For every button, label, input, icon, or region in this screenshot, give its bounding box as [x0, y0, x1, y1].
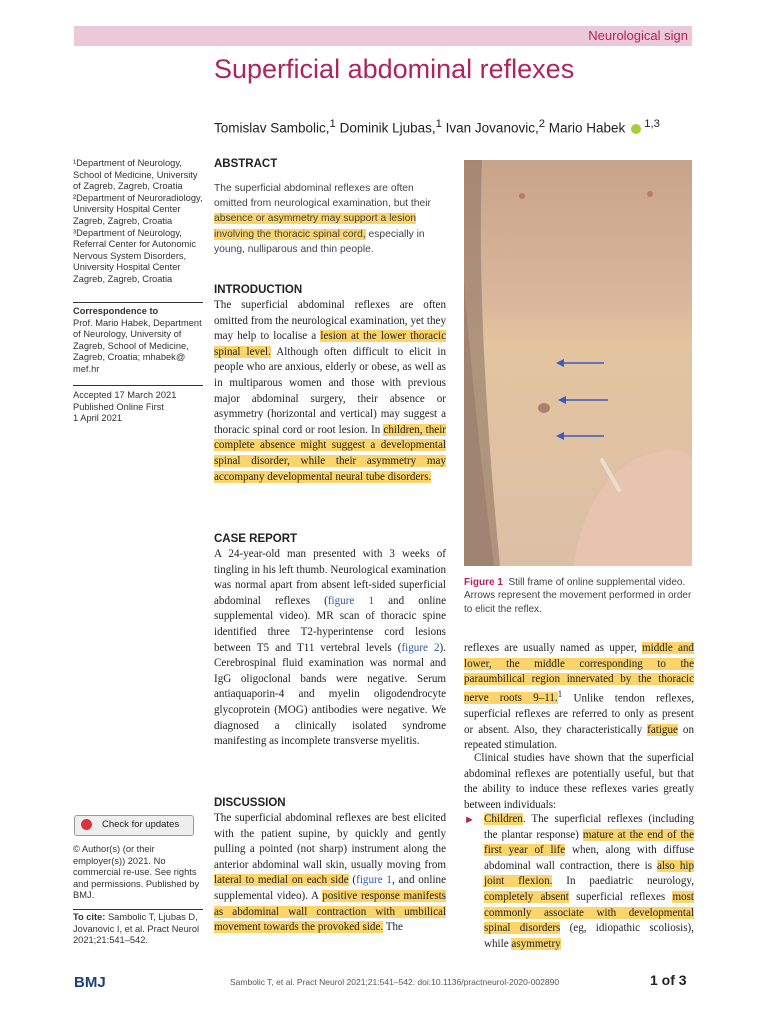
page-number: 1 of 3 [650, 972, 687, 988]
caption-text: Still frame of online supplemental video. Arrows represent the movement performed in order to elicit the reflex. [464, 577, 692, 615]
reference-sup[interactable]: 1 [557, 689, 563, 700]
author-affil-sup: 1 [435, 118, 442, 130]
body-text: In paediatric neurology, [552, 875, 695, 888]
author-affil-sup: 1,3 [644, 118, 660, 130]
right-column-paragraph: Clinical studies have shown that the superficial abdominal reflexes are potentially useful, but that the ability to induce these reflexes varies greatly between individuals: [464, 752, 694, 811]
body-text: A 24-year-old man presented with 3 weeks of tingling in his left thumb. Neurological examination was normal apart from absent left-sided superficial abdominal reflexes ( [214, 548, 446, 607]
highlighted-text: lateral to medial on each side [214, 874, 349, 887]
case-report-text [214, 547, 446, 750]
copyright-notice: © Author(s) (or their employer(s)) 2021. No commercial re-use. See rights and permissions. Published by BMJ. [73, 844, 200, 901]
highlighted-text: absence or asymmetry may support a lesion involving the thoracic spinal cord, [214, 213, 417, 240]
cite-text: Sambolic T, Ljubas D, Jovanovic I, et al. Pract Neurol 2021;21:541–542. [73, 912, 200, 946]
body-text: ). Cerebrospinal fluid examination was normal and IgG oligoclonal bands were negative. Serum antiaquaporin-4 and myelin oligodendrocyte glycoprotein (MOG) antibodies were negative. We diagnosed a clinically isolated syndrome manifesting as incomplete transverse myelitis. [214, 641, 446, 748]
body-text: when, along with diffuse abdominal wall contraction, there is [484, 844, 694, 872]
body-text: The [383, 921, 403, 934]
bmj-logo: BMJ [74, 974, 106, 991]
section-label: Neurological sign [588, 28, 688, 43]
body-text: superficial reflexes [568, 890, 673, 903]
check-updates-label: Check for updates [102, 819, 180, 830]
bookmark-icon [81, 819, 92, 830]
figure-1-photo [464, 160, 692, 566]
check-for-updates-button[interactable] [74, 815, 194, 836]
author-affil-sup: 1 [329, 118, 336, 130]
article-title: Superficial abdominal reflexes [214, 54, 575, 84]
figure-link[interactable]: figure 1 [356, 874, 392, 887]
body-text: Unlike tendon reflexes, superficial reflexes are referred to only as present or absent. Also, they characteristically [464, 692, 695, 736]
highlighted-text: Children [484, 813, 523, 825]
body-text: The superficial abdominal reflexes are often omitted from the neurological examination, yet they may help to localise a [214, 299, 446, 343]
affiliation: ³Department of Neurology, Referral Center for Autonomic Nervous System Disorders, University Hospital Center Zagreb, Zagreb, Croatia [73, 227, 196, 284]
cite-label: To cite: [73, 912, 106, 922]
bullet-marker [464, 813, 478, 829]
highlighted-text: completely absent [484, 890, 569, 903]
abdomen-photo-illustration [464, 160, 692, 566]
discussion-text [214, 811, 446, 936]
highlighted-text: also hip joint flexion. [484, 859, 694, 888]
highlighted-text: most commonly associate with developmental spinal disorders [484, 890, 695, 935]
introduction-heading: INTRODUCTION [214, 284, 303, 296]
published-online: Published Online First [73, 401, 164, 412]
divider [73, 302, 203, 303]
author-list [214, 118, 660, 136]
highlighted-text: fatigue [647, 723, 678, 736]
body-text: reflexes are usually named as upper, [464, 642, 642, 654]
figure-label: Figure 1 [464, 577, 503, 588]
divider [73, 909, 203, 910]
body-text: The superficial abdominal reflexes are best elicited with the patient supine, by quickly and gently pulling a pointed (not sharp) instrument along the anterior abdominal wall skin, usually moving from [214, 812, 446, 871]
highlighted-text: children, their complete absence might suggest a developmental spinal disorder, while their asymmetry may accompany developmental neural tube disorders. [214, 423, 446, 483]
body-text: on repeated stimulation. [464, 723, 695, 752]
footer-citation: Sambolic T, et al. Pract Neurol 2021;21:541–542. doi:10.1136/practneurol-2020-002890 [230, 977, 560, 987]
abstract-part: especially in young, nulliparous and thin people. [214, 228, 425, 255]
divider [73, 385, 203, 386]
introduction-text [214, 298, 446, 485]
highlighted-text: middle and lower, the middle corresponding to the paraumbilical region innervated by the thoracic nerve roots 9–11. [464, 642, 694, 705]
highlighted-text: positive response manifests as abdominal wall contraction with umbilical movement towards the provoked side. [214, 889, 446, 934]
figure-caption [464, 576, 694, 616]
abstract-part: The superficial abdominal reflexes are often omitted from neurological examination, but their [214, 183, 431, 210]
affiliations [73, 158, 203, 286]
abstract-heading: ABSTRACT [214, 158, 278, 170]
bullet-marker-glyph: ► [464, 814, 475, 826]
author-affil-sup: 2 [538, 118, 545, 130]
body-text: Although often difficult to elicit in people who are anxious, elderly or obese, as well as in multiparous women and those with previous major abdominal surgery, their absence or asymmetry (horizontal and vertical) may suggest a thoracic spinal cord or root lesion. In [214, 345, 447, 436]
orcid-icon[interactable] [631, 124, 641, 134]
affiliation: ¹Department of Neurology, School of Medicine, University of Zagreb, Zagreb, Croatia [73, 158, 198, 192]
author-name: Mario Habek [548, 120, 626, 136]
published-date: 1 April 2021 [73, 413, 123, 424]
correspondence-label: Correspondence to [73, 306, 159, 316]
journal-section-band [74, 26, 692, 46]
abstract-text [214, 181, 450, 257]
discussion-heading: DISCUSSION [214, 797, 286, 809]
author-name: Ivan Jovanovic, [445, 120, 539, 136]
highlighted-text: mature at the end of the first year of life [484, 828, 695, 857]
figure-link[interactable]: figure 2 [401, 641, 440, 654]
correspondence [73, 306, 203, 376]
author-name: Dominik Ljubas, [339, 120, 436, 136]
right-column-paragraph [464, 641, 694, 754]
body-text: (eg, idiopathic scoliosis), while [484, 922, 694, 950]
affiliation: ²Department of Neuroradiology, University Hospital Center Zagreb, Zagreb, Croatia [73, 192, 203, 226]
body-text: . The superficial reflexes (including the plantar response) [484, 813, 694, 841]
body-text: ( [348, 874, 357, 887]
case-report-heading: CASE REPORT [214, 533, 298, 545]
figure-link[interactable]: figure 1 [327, 594, 375, 607]
highlighted-text: lesion at the lower thoracic spinal level. [214, 330, 446, 358]
body-text: , and online supplemental video). A [214, 874, 446, 902]
body-text: and online supplemental video). MR scan of thoracic spine identified three T2-hyperintense cord lesions between T5 and T11 vertebral levels ( [214, 594, 446, 654]
bullet-item-children [484, 812, 694, 952]
citation-box [73, 912, 203, 947]
article-dates [73, 390, 203, 425]
author-name: Tomislav Sambolic, [214, 120, 330, 136]
correspondence-text: Prof. Mario Habek, Department of Neurology, University of Zagreb, School of Medicine, Zagreb, Croatia; mhabek@ mef.hr [73, 317, 202, 374]
highlighted-text: asymmetry [511, 937, 561, 950]
accepted-date: Accepted 17 March 2021 [73, 390, 177, 400]
